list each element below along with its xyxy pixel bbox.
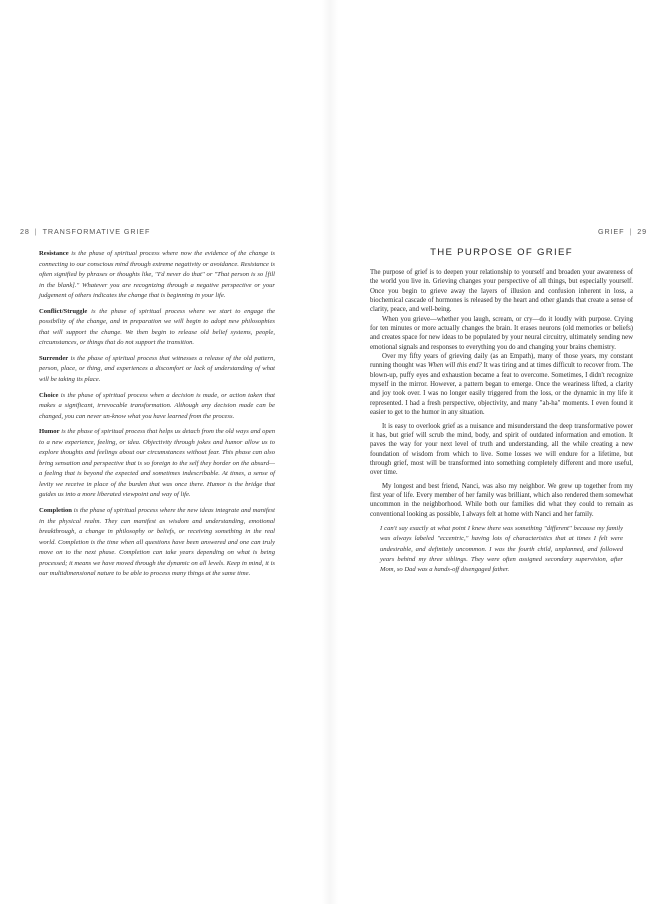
block-quote: I can't say exactly at what point I knew there was something "different" because my family was always labeled "eccentric," having lots of characteristics that at times I felt were undesirable, and definitely uncommon. I was the fourth child, unplanned, and followed years behind my three siblings. They were often assigned secondary supervision, after Mom, so Dad was a hands-off disengaged father. (380, 524, 623, 574)
paragraph-3 (370, 352, 633, 417)
paragraph-3-text-a: Over my fifty years of grieving daily (as an Empath), many of those years, my constant running thought was (370, 353, 633, 370)
entry-term: Conflict/Struggle (39, 307, 88, 315)
paragraph-4: It is easy to overlook grief as a nuisance and misunderstand the deep transformative power it has, but grief will scrub the mind, body, and spirit of outdated information and emotion. It paves the way for your next level of truth and understanding, all the while creating a new foundation of wisdom from which to live. Some losses we will endure for a lifetime, but through grief, most will be transformed into something completely different and more useful, over time. (370, 422, 633, 477)
left-running-head (20, 226, 150, 238)
left-page-number: 28 (20, 227, 30, 236)
entry-term: Resistance (39, 250, 69, 257)
body-column (370, 244, 633, 576)
running-head-separator: | (34, 227, 38, 236)
entry-definition: is the phase of spiritual process where we start to engage the possibility of the change, and in preparation we will begin to adopt new philosophies that will support the change. We then begin to release old belief systems, people, circumstances, or things that do not support the transition. (39, 307, 275, 347)
section-title: THE PURPOSE OF GRIEF (430, 247, 573, 258)
paragraph-3-text-b: It was tiring and at times difficult to recover from. The blown-up, puffy eyes and exhaustion became a feat to overcome. Sometimes, I didn't recognize myself in the mirror. However, a pattern began to emerge. Once the weariness lifted, a clarity and joy took over. I was no longer easily triggered from the loss, or the dynamic in my life it represented. I had a fresh perspective, objectivity, and many "ah-ha" moments. I even found it easier to get to the humor in any situation. (370, 362, 634, 417)
right-running-head (598, 226, 647, 238)
entry-definition: is the phase of spiritual process that helps us detach from the old ways and open to a new experience, feeling, or idea. Objectivity through jokes and humor allow us to explore thoughts and feelings about our circumstances without fear. This phase can also bring sensation and perspective that is so foreign to the self they border on the absurd—a feeling that is beyond the expected and sometimes indescribable. At times, a sense of levity we receive in place of the burden that was once there. Humor is the bridge that guides us into a more liberated viewpoint and way of life. (39, 428, 275, 499)
entry-resistance (39, 249, 275, 302)
entry-definition: is the phase of spiritual process where the new ideas integrate and manifest in the physical realm. They can manifest as wisdom and understanding, emotional breakthrough, a change in philosophy or beliefs, or receiving something in the real world. Completion is the time when all questions have been answered and one can truly move on to the next phase. Completion can take years depending on what is being processed; it means we have moved through the dynamic on all levels. Keep in mind, it is our multidimensional nature to be able to process many things at the same time. (39, 507, 275, 578)
entry-term: Humor (39, 428, 60, 436)
entry-definition: is the phase of spiritual process where now the evidence of the change is connecting to our conscious mind through extreme negativity or avoidance. Resistance is often signified by phrases or thoughts like, "I'd never do that" or "That person is so [fill in the blank]." Whatever you are recognizing through a negative perspective or your judgement of others indicates the change that is beginning in your life. (39, 250, 275, 300)
right-running-head-title: GRIEF (597, 227, 625, 236)
right-page-number: 29 (637, 227, 647, 236)
entry-definition: is the phase of spiritual process that witnesses a release of the old pattern, person, place, or thing, and experiences a discomfort or lack of understanding of what will be taking its place. (39, 354, 275, 384)
entry-completion (39, 506, 275, 580)
entry-term: Choice (39, 391, 59, 399)
entry-definition: is the phase of spiritual process when a decision is made, or action taken that makes a significant, irrevocable transformation. Although any decision made can be changed, you can never un-know what you have learned from the process. (39, 391, 275, 420)
paragraph-5: My longest and best friend, Nanci, was also my neighbor. We grew up together from my first year of life. Every member of her family was brilliant, which also rendered them somewhat uncommon in the neighborhood. While both our families did what they could to remain as conventional looking as possible, I always felt at home with Nanci and her family. (370, 482, 633, 518)
entry-term: Surrender (39, 354, 69, 362)
paragraph-2: When you grieve—whether you laugh, scream, or cry—do it loudly with purpose. Crying for ten minutes or more actually changes the brain. It erases neurons (old memories or beliefs) and creates space for new ideas to be populated by your neural circuitry, ultimately sending new emotional signals and responses to everything you do and changing your brains chemistry. (370, 315, 633, 351)
entry-humor (39, 427, 275, 501)
paragraph-1: The purpose of grief is to deepen your relationship to yourself and broaden your awareness of the world you live in. Grieving changes your perspective of all things, but especially yourself. Once you begin to grieve away the layers of illusion and confusion inherent in loss, a biochemical cascade of hormones is released by the heart and other glands that create a sense of clarity, peace, and well-being. (370, 269, 633, 314)
running-head-separator: | (629, 227, 633, 236)
entry-choice (39, 391, 275, 423)
right-page (330, 0, 660, 904)
phase-definitions (39, 249, 275, 585)
left-running-head-title: TRANSFORMATIVE GRIEF (42, 227, 151, 236)
entry-term: Completion (39, 507, 72, 515)
entry-surrender (39, 354, 275, 386)
paragraph-3-emphasis: When will this end? (427, 362, 482, 370)
entry-conflict-struggle (39, 307, 275, 349)
